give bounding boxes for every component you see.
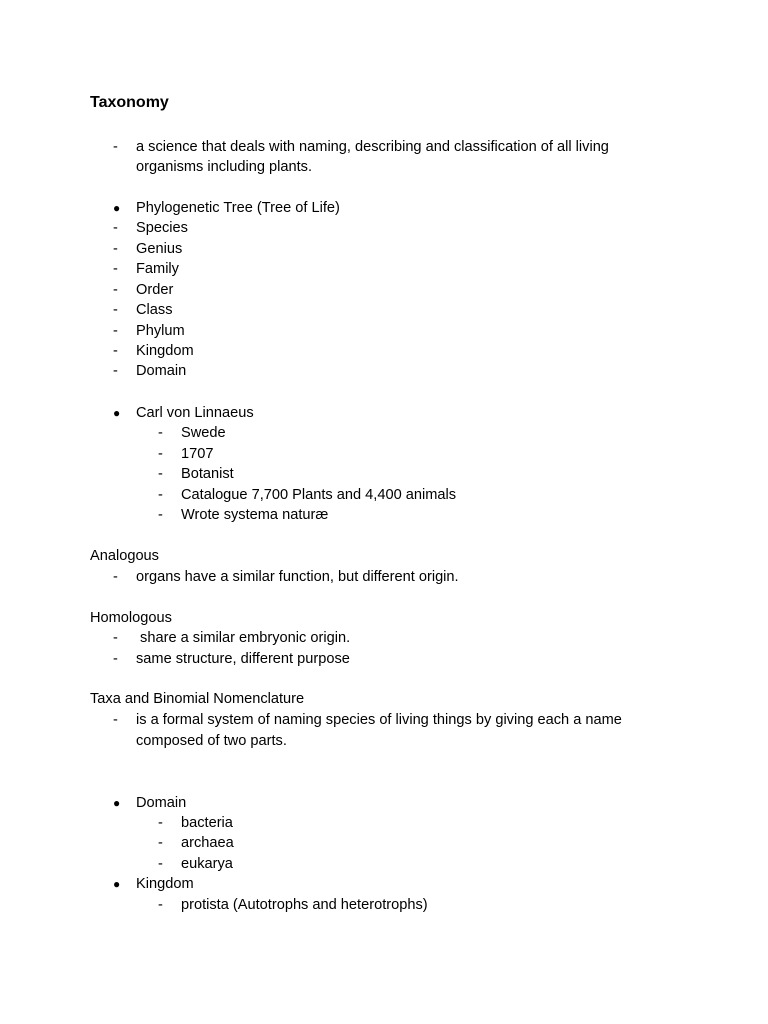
dash-marker: - [158, 466, 163, 482]
tree-level: Class [136, 302, 173, 318]
dash-marker: - [113, 712, 118, 728]
nomenclature-heading: Taxa and Binomial Nomenclature [90, 691, 305, 707]
dash-marker: - [113, 302, 118, 318]
dash-marker: - [158, 897, 163, 913]
definition-line-1: a science that deals with naming, describing and classification of all living [136, 139, 609, 155]
analogous-point: organs have a similar function, but different origin. [136, 569, 459, 585]
dash-marker: - [158, 425, 163, 441]
dash-marker: - [113, 343, 118, 359]
domain-heading: Domain [136, 795, 187, 811]
tree-level: Kingdom [136, 343, 194, 359]
definition-line-2: organisms including plants. [136, 159, 313, 175]
domain-item: archaea [181, 835, 234, 851]
dash-marker: - [158, 835, 163, 851]
bullet-marker: ● [113, 796, 121, 810]
homologous-heading: Homologous [90, 610, 172, 626]
kingdom-item: protista (Autotrophs and heterotrophs) [181, 897, 428, 913]
linnaeus-fact: Botanist [181, 466, 234, 482]
tree-level: Family [136, 261, 179, 277]
domain-item: bacteria [181, 815, 233, 831]
dash-marker: - [113, 569, 118, 585]
dash-marker: - [113, 220, 118, 236]
bullet-marker: ● [113, 877, 121, 891]
dash-marker: - [158, 487, 163, 503]
dash-marker: - [113, 261, 118, 277]
dash-marker: - [113, 282, 118, 298]
nomenclature-line-2: composed of two parts. [136, 733, 287, 749]
dash-marker: - [113, 363, 118, 379]
dash-marker: - [158, 815, 163, 831]
linnaeus-heading: Carl von Linnaeus [136, 405, 254, 421]
document-title: Taxonomy [90, 94, 169, 111]
analogous-heading: Analogous [90, 548, 159, 564]
dash-marker: - [113, 139, 118, 155]
tree-heading: Phylogenetic Tree (Tree of Life) [136, 200, 340, 216]
bullet-marker: ● [113, 406, 121, 420]
dash-marker: - [113, 241, 118, 257]
dash-marker: - [158, 446, 163, 462]
tree-level: Phylum [136, 323, 185, 339]
tree-level: Order [136, 282, 174, 298]
bullet-marker: ● [113, 201, 121, 215]
linnaeus-fact: Swede [181, 425, 226, 441]
tree-level: Genius [136, 241, 183, 257]
homologous-point: same structure, different purpose [136, 651, 350, 667]
domain-item: eukarya [181, 856, 233, 872]
dash-marker: - [158, 507, 163, 523]
dash-marker: - [113, 630, 118, 646]
dash-marker: - [158, 856, 163, 872]
dash-marker: - [113, 651, 118, 667]
tree-level: Species [136, 220, 188, 236]
dash-marker: - [113, 323, 118, 339]
linnaeus-fact: 1707 [181, 446, 214, 462]
tree-level: Domain [136, 363, 187, 379]
linnaeus-fact: Catalogue 7,700 Plants and 4,400 animals [181, 487, 457, 503]
nomenclature-line-1: is a formal system of naming species of living things by giving each a name [136, 712, 622, 728]
linnaeus-fact: Wrote systema naturæ [181, 507, 329, 523]
kingdom-heading: Kingdom [136, 876, 194, 892]
homologous-point: share a similar embryonic origin. [136, 630, 351, 646]
